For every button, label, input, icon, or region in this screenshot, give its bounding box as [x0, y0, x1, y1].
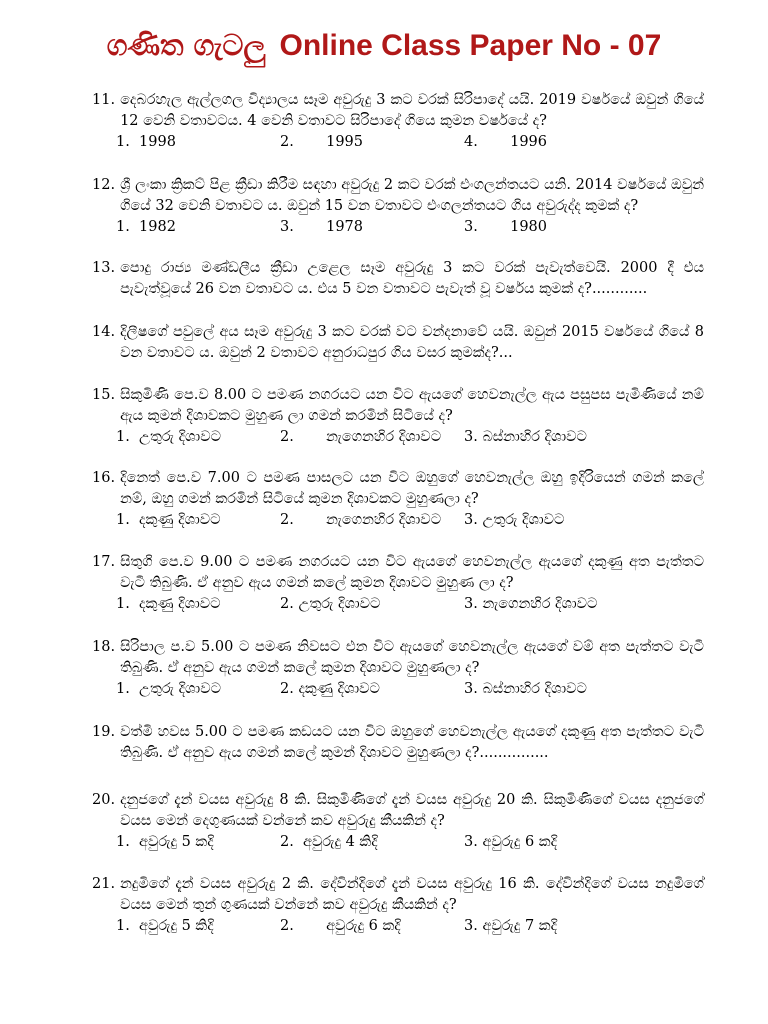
question-text: වත්මි හවස 5.00 ට පමණ කඩයට යන විට ඔහුගේ හෙවනැල්ල ඇයගේ දකුණු අත පැත්තට වැටී තිබුණි. ඒ අනුව ඇය ගමන් කලේ කුමන් දිශාවට මුහුණලා ද?............... [120, 724, 704, 761]
question-number: 13. [92, 260, 116, 276]
question-row [92, 175, 704, 217]
answer-option: 3. නැගෙනහිර දිශාවට [464, 596, 598, 612]
question-text: සිතුගි පෙ.ව 9.00 ට පමණ නගරයට යන විට ඇයගේ හෙවනැල්ල ඇයගේ දකුණු අත පැත්තට වැටී තිබුණි. ඒ අනුව ඇය ගමන් කලේ කුමන දිශාවට මුහුණ ලා ද? [120, 554, 704, 591]
answer-option: 1. අවුරුදු 5 කදි [116, 834, 214, 850]
question-number: 19. [92, 724, 116, 740]
answer-options [92, 679, 704, 700]
question-row [92, 385, 704, 427]
answer-option: 3. 1978 [280, 219, 363, 235]
question-number: 18. [92, 639, 116, 655]
answer-option: 1. 1982 [116, 219, 176, 235]
answer-option: 2. උතුරු දිශාවට [280, 596, 381, 612]
answer-options [92, 427, 704, 448]
answer-option: 2. දකුණු දිශාවට [280, 681, 380, 697]
question-number: 16. [92, 470, 116, 486]
question-21 [92, 874, 704, 937]
answer-option: 2. අවුරුදු 4 කිදි [280, 834, 378, 850]
answer-option: 1. උතුරු දිශාවට [116, 429, 222, 445]
question-13 [92, 258, 704, 300]
question-text: දනුජගේ දැන් වයස අවුරුදු 8 කි. සිකුමිණිගේ දැන් වයස අවුරුදු 20 කි. සිකුමිණිගේ වයස දනුජගේ වයස මෙන් දෙගුණයක් වන්නේ කව අවුරුදු කීයකින් ද? [120, 792, 704, 829]
answer-option: 1. උතුරු දිශාවට [116, 681, 222, 697]
question-row [92, 874, 704, 916]
question-row [92, 468, 704, 510]
question-row [92, 90, 704, 132]
question-11 [92, 90, 704, 153]
answer-options [92, 217, 704, 238]
question-row [92, 790, 704, 832]
answer-option: 3. අවුරුදු 7 කදි [464, 918, 558, 934]
paper-header [0, 28, 768, 63]
question-row [92, 637, 704, 679]
answer-options [92, 916, 704, 937]
question-row [92, 322, 704, 364]
answer-option: 3. බස්නාහිර දිශාවට [464, 681, 587, 697]
question-text: සිකුමිණි පෙ.ව 8.00 ට පමණ නගරයට යන විට ඇයගේ හෙවනැල්ල ඇය පසුපස පැමිණියේ නම් ඇය කුමන් දිශාවකට මුහුණ ලා ගමන් කරමින් සිටියේ ද? [120, 387, 704, 424]
answer-option: 3. බස්නාහිර දිශාවට [464, 429, 587, 445]
answer-option: 1. දකුණු දිශාවට [116, 512, 221, 528]
question-number: 21. [92, 876, 116, 892]
question-16 [92, 468, 704, 531]
answer-options [92, 832, 704, 853]
question-text: නදුමිගේ දැන් වයස අවුරුදු 2 කි. දේවින්දිගේ දැන් වයස අවුරුදු 16 කි. දේවින්දිගේ වයස නදුමිගේ වයස මෙන් තුන් ගුණයක් වන්නේ කව අවුරුදු කීයකින් ද? [120, 876, 704, 913]
question-number: 12. [92, 177, 116, 193]
question-number: 17. [92, 554, 116, 570]
question-row [92, 552, 704, 594]
answer-options [92, 132, 704, 153]
answer-option: 1. 1998 [116, 134, 176, 150]
question-text: දෙබරහැල ඇල්ලගල විද්‍යාලය සෑම අවුරුදු 3 කට වරක් සිරිපාදේ යයි. 2019 වර්ෂයේ ඔවුන් ගියේ 12 වෙනි වතාවටය. 4 වෙනි වතාවට සිරිපාදේ ගියෙ කුමන වර්ෂයේ ද? [120, 92, 704, 129]
question-number: 20. [92, 792, 116, 808]
paper-title: Online Class Paper No - 07 [279, 29, 662, 62]
answer-option: 2. නැගෙනහිර දිශාවට [280, 512, 442, 528]
answer-options [92, 594, 704, 615]
answer-option: 4. 1996 [464, 134, 547, 150]
answer-option: 2. නැගෙනහිර දිශාවට [280, 429, 442, 445]
answer-option: 3. අවුරුදු 6 කදි [464, 834, 558, 850]
question-20 [92, 790, 704, 853]
answer-option: 3. උතුරු දිශාවට [464, 512, 565, 528]
question-number: 11. [92, 92, 116, 108]
answer-option: 2. අවුරුදු 6 කදි [280, 918, 401, 934]
question-text: දිනෙත් පෙ.ව 7.00 ට පමණ පාසලට යන විට ඔහුගේ හෙවනැල්ල ඔහු ඉදිරියෙන් ගමන් කලේ නම්, ඔහු ගමන් කරමින් සිටියේ කුමන දිශාවකට මුහුණලා ද? [120, 470, 704, 507]
answer-option: 2. 1995 [280, 134, 363, 150]
question-14 [92, 322, 704, 364]
question-text: දිලීෂගේ පවුලේ අය සෑම අවුරුදු 3 කට වරක් වට වන්දනාවේ යයි. ඔවුන් 2015 වර්ෂයේ ගියේ 8 වන වතාවට ය. ඔවුන් 2 වතාවට අනුරාධපුර ගිය වසර කුමක්ද?... [120, 324, 704, 361]
question-text: ශ්‍රී ලංකා ක්‍රිකට් පිළ ක්‍රීඩා කිරීම සඳහා අවුරුදු 2 කට වරක් එංගලන්තයට යනි. 2014 වර්ෂයේ ඔවුන් ගියේ 32 වෙනි වතාවට ය. ඔවුන් 15 වන වතාවට එංගලන්තයට ගිය අවුරුද්ද කුමක් ද? [120, 177, 704, 214]
question-text: පොදු රාජ්‍ය මණ්ඩලීය ක්‍රීඩා උළෙල සෑම අවුරුදු 3 කට වරක් පැවැත්වෙයි. 2000 දී එය පැවැත්වූයේ 26 වන වතාවට ය. එය 5 වන වතාවට පැවැත් වූ වර්ෂය කුමක් ද?............ [120, 260, 704, 297]
answer-option: 1. අවුරුදු 5 කිදි [116, 918, 214, 934]
question-12 [92, 175, 704, 238]
answer-option: 3. 1980 [464, 219, 547, 235]
answer-options [92, 510, 704, 531]
question-15 [92, 385, 704, 448]
brand-title: ගණිත ගැටලු [106, 28, 266, 62]
question-row [92, 722, 704, 764]
question-text: සිරිපාල ප.ව 5.00 ට පමණ නිවසට එන විට ඇයගේ හෙවනැල්ල ඇයගේ වම් අත පැත්තට වැටී තිබුණි. ඒ අනුව ඇය ගමන් කලේ කුමන දිශාවට මුහුණලා ද? [120, 639, 704, 676]
question-19 [92, 722, 704, 764]
question-18 [92, 637, 704, 700]
question-number: 15. [92, 387, 116, 403]
answer-option: 1. දකුණු දිශාවට [116, 596, 221, 612]
question-number: 14. [92, 324, 116, 340]
question-17 [92, 552, 704, 615]
question-row [92, 258, 704, 300]
